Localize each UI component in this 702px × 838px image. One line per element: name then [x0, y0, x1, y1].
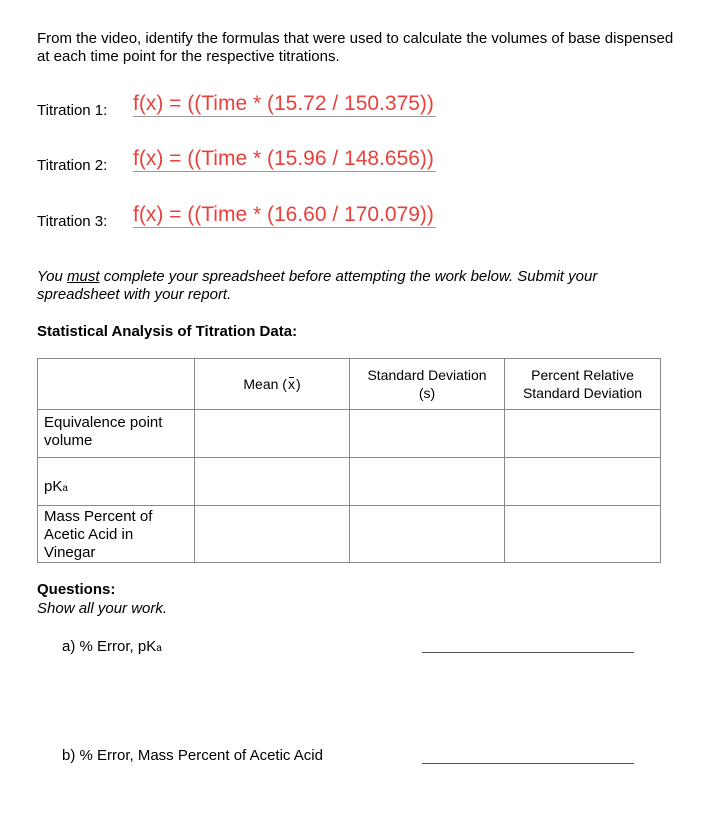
header-stdev: [350, 359, 505, 410]
mean-symbol: x: [287, 376, 295, 392]
cell-pka-stdev[interactable]: [350, 458, 505, 506]
titration-2-label: Titration 2:: [37, 157, 108, 174]
cell-equivalence-mean[interactable]: [195, 410, 350, 458]
titration-1-label: Titration 1:: [37, 102, 108, 119]
cell-mass-rsd[interactable]: [505, 506, 661, 563]
note-before: You: [37, 268, 68, 285]
cell-pka-rsd[interactable]: [505, 458, 661, 506]
header-rsd-line1: Percent Relative: [531, 367, 634, 383]
pka-sub: a: [62, 483, 68, 494]
answer-line-b[interactable]: [422, 763, 634, 764]
header-mean-prefix: Mean (: [243, 376, 287, 392]
header-mean: [195, 359, 350, 410]
pka-main: pK: [44, 478, 63, 495]
cell-equivalence-stdev[interactable]: [350, 410, 505, 458]
note-emphasis: must: [67, 268, 100, 285]
titration-1-formula[interactable]: f(x) = ((Time * (15.72 / 150.375)): [133, 92, 434, 115]
row-label-pka: [38, 458, 195, 506]
questions-title: Questions:: [37, 581, 116, 598]
cell-equivalence-rsd[interactable]: [505, 410, 661, 458]
row-label-mass-percent: Mass Percent of Acetic Acid in Vinegar: [38, 506, 195, 563]
questions-subtitle: Show all your work.: [37, 600, 168, 617]
table-header-row: [38, 359, 661, 410]
answer-line-a[interactable]: [422, 652, 634, 653]
titration-3-formula[interactable]: f(x) = ((Time * (16.60 / 170.079)): [133, 203, 434, 226]
stats-table: [37, 358, 661, 563]
question-a: [62, 638, 162, 655]
header-stdev-line1: Standard Deviation: [367, 367, 487, 383]
header-empty-cell: [38, 359, 195, 410]
cell-mass-mean[interactable]: [195, 506, 350, 563]
table-row: [38, 410, 661, 458]
table-row: [38, 506, 661, 563]
header-rsd-line2: Standard Deviation: [522, 385, 643, 401]
note-after: complete your spreadsheet before attempting the work below. Submit your spreadsheet with your report.: [37, 268, 598, 303]
header-rsd: [505, 359, 661, 410]
titration-2-formula[interactable]: f(x) = ((Time * (15.96 / 148.656)): [133, 147, 434, 170]
header-mean-suffix: ): [295, 376, 301, 392]
question-a-sub: a: [156, 643, 162, 654]
question-b: b) % Error, Mass Percent of Acetic Acid: [62, 747, 323, 764]
question-a-text: a) % Error, pK: [62, 638, 157, 655]
header-stdev-line2: (s): [418, 385, 436, 401]
instructions-text: From the video, identify the formulas that were used to calculate the volumes of base dispensed at each time point for the respective titrations.: [37, 30, 674, 65]
row-label-equivalence: Equivalence point volume: [38, 410, 195, 458]
cell-pka-mean[interactable]: [195, 458, 350, 506]
spreadsheet-note: [37, 268, 677, 304]
stats-section-title: Statistical Analysis of Titration Data:: [37, 323, 298, 340]
table-row: [38, 458, 661, 506]
cell-mass-stdev[interactable]: [350, 506, 505, 563]
titration-3-label: Titration 3:: [37, 213, 108, 230]
